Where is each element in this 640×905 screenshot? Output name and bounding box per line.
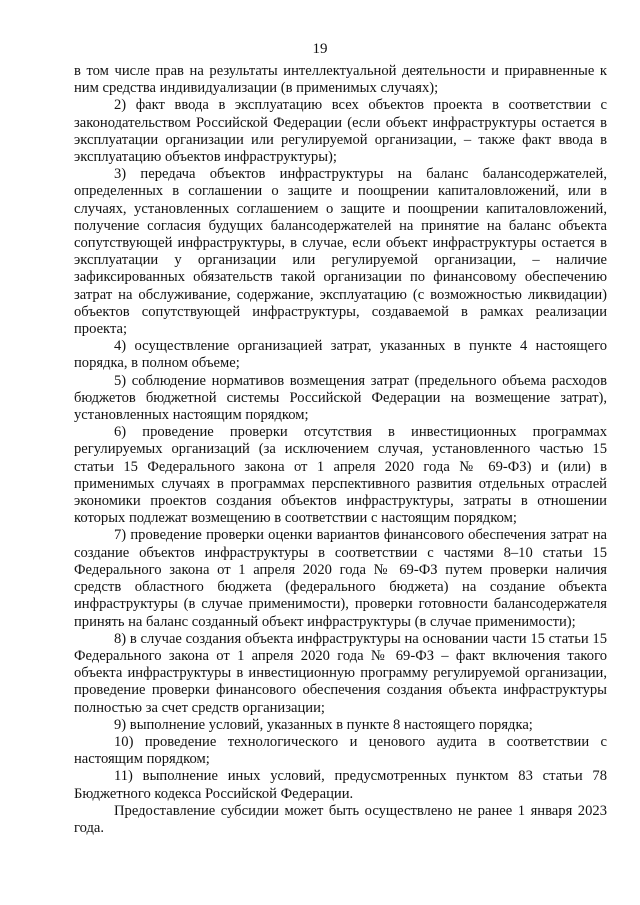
- paragraph-item-5: 5) соблюдение нормативов возмещения затрат (предельного объема расходов бюджетов бюджетной системы Российской Федерации на возмещение затрат), установленных настоящим порядком;: [74, 372, 607, 424]
- page-number: 19: [312, 41, 328, 57]
- paragraph-item-2: 2) факт ввода в эксплуатацию всех объектов проекта в соответствии с законодательством Российской Федерации (если объект инфраструктуры остается в эксплуатации организации или регулируемой организации, – также факт ввода в эксплуатацию объектов инфраструктуры);: [74, 97, 607, 166]
- paragraph-final: Предоставление субсидии может быть осуществлено не ранее 1 января 2023 года.: [74, 802, 607, 836]
- document-body: [74, 63, 607, 837]
- paragraph-item-3: 3) передача объектов инфраструктуры на баланс балансодержателей, определенных в соглашении о защите и поощрении капиталовложений, или в случаях, установленных соглашением о защите и поощрении капиталовложений, получение согласия будущих балансодержателей на принятие на баланс объекта сопутствующей инфраструктуры, в случае, если объект инфраструктуры остается в эксплуатации у организации или регулируемой организации, – наличие зафиксированных обязательств такой организации по финансовому обеспечению затрат на обслуживание, содержание, эксплуатацию (с возможностью ликвидации) объектов сопутствующей инфраструктуры, создаваемой в рамках реализации проекта;: [74, 166, 607, 338]
- paragraph-item-10: 10) проведение технологического и ценового аудита в соответствии с настоящим порядком;: [74, 733, 607, 768]
- paragraph-item-8: 8) в случае создания объекта инфраструктуры на основании части 15 статьи 15 Федерального закона от 1 апреля 2020 года № 69-ФЗ – факт включения такого объекта инфраструктуры в инвестиционную программу регулируемой организации, проведение проверки финансового обеспечения создания объекта инфраструктуры полностью за счет средств организации;: [74, 630, 607, 716]
- paragraph-continuation: в том числе прав на результаты интеллектуальной деятельности и приравненные к ним средства индивидуализации (в применимых случаях);: [74, 63, 607, 97]
- paragraph-item-9: 9) выполнение условий, указанных в пункте 8 настоящего порядка;: [114, 716, 533, 733]
- paragraph-item-6: 6) проведение проверки отсутствия в инвестиционных программах регулируемых организаций (за исключением случая, установленного частью 15 статьи 15 Федерального закона от 1 апреля 2020 года № 69-ФЗ) и (или) в применимых случаях в программах перспективного развития отдельных отраслей экономики проектов создания объектов инфраструктуры, затраты в отношении которых подлежат возмещению в соответствии с настоящим порядком;: [74, 424, 607, 527]
- paragraph-item-4: 4) осуществление организацией затрат, указанных в пункте 4 настоящего порядка, в полном объеме;: [74, 338, 607, 372]
- paragraph-item-11: 11) выполнение иных условий, предусмотренных пунктом 83 статьи 78 Бюджетного кодекса Российской Федерации.: [74, 768, 607, 802]
- paragraph-item-7: 7) проведение проверки оценки вариантов финансового обеспечения затрат на создание объектов инфраструктуры в соответствии с частями 8–10 статьи 15 Федерального закона от 1 апреля 2020 года № 69-ФЗ путем проверки наличия средств областного бюджета (федерального бюджета) на создание объекта инфраструктуры (в случае применимости), проверки готовности балансодержателя принять на баланс созданный объект инфраструктуры (в случае применимости);: [74, 527, 607, 630]
